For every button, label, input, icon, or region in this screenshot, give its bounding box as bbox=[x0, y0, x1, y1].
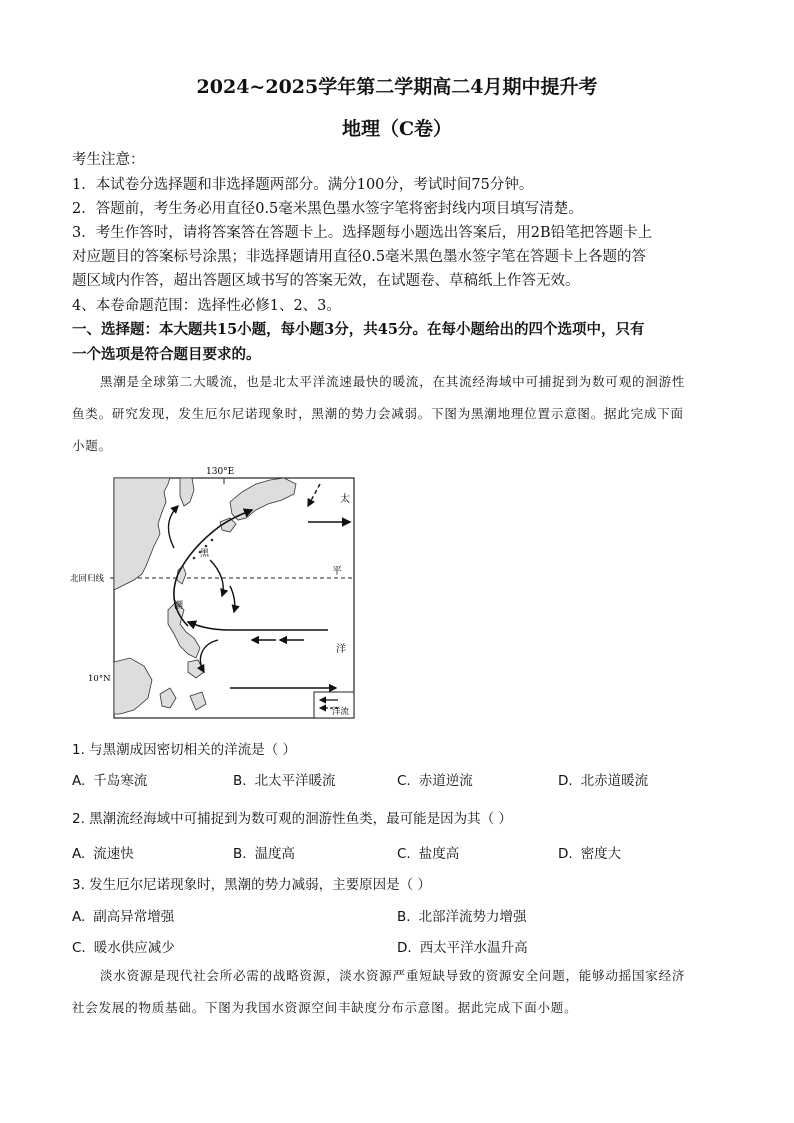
notice-item: 1．本试卷分选择题和非选择题两部分。满分100分，考试时间75分钟。 bbox=[72, 177, 534, 193]
exam-title: 2024~2025学年第二学期高二4月期中提升考 bbox=[196, 76, 598, 98]
legend-label: 洋流 bbox=[332, 707, 350, 717]
option-d[interactable]: D. 北赤道暖流 bbox=[558, 773, 649, 789]
current-char: 黑 bbox=[200, 549, 210, 559]
option-a[interactable]: A. 流速快 bbox=[72, 846, 134, 862]
notice-item: 题区域内作答，超出答题区域书写的答案无效，在试题卷、草稿纸上作答无效。 bbox=[72, 273, 580, 289]
option-b[interactable]: B. 温度高 bbox=[233, 846, 296, 862]
passage-line: 鱼类。研究发现，发生厄尔尼诺现象时，黑潮的势力会减弱。下图为黑潮地理位置示意图。据此完成下面 bbox=[72, 406, 684, 421]
option-d[interactable]: D. 西太平洋水温升高 bbox=[397, 940, 528, 956]
option-b[interactable]: B. 北太平洋暖流 bbox=[233, 773, 336, 789]
section-heading: 一、选择题：本大题共15小题，每小题3分，共45分。在每小题给出的四个选项中，只有 bbox=[72, 321, 645, 338]
option-b[interactable]: B. 北部洋流势力增强 bbox=[397, 909, 527, 925]
kuroshio-map bbox=[70, 462, 370, 724]
option-c[interactable]: C. 赤道逆流 bbox=[397, 773, 473, 789]
ocean-char: 太 bbox=[340, 494, 350, 505]
exam-subtitle: 地理（C卷） bbox=[341, 118, 453, 140]
passage-line: 黑潮是全球第二大暖流，也是北太平洋流速最快的暖流，在其流经海域中可捕捉到为数可观的洄游性 bbox=[100, 374, 686, 389]
passage-line: 社会发展的物质基础。下图为我国水资源空间丰缺度分布示意图。据此完成下面小题。 bbox=[72, 1000, 578, 1015]
option-a[interactable]: A. 千岛寒流 bbox=[72, 773, 148, 789]
tropic-label: 北回归线 bbox=[70, 574, 105, 584]
notice-item: 2．答题前，考生务必用直径0.5毫米黑色墨水签字笔将密封线内项目填写清楚。 bbox=[72, 201, 583, 217]
passage-line: 淡水资源是现代社会所必需的战略资源，淡水资源严重短缺导致的资源安全问题，能够动摇国家经济 bbox=[100, 968, 686, 983]
option-d[interactable]: D. 密度大 bbox=[558, 846, 622, 862]
lat-10n-label: 10°N bbox=[88, 674, 111, 684]
ocean-char: 洋 bbox=[336, 644, 346, 655]
passage-line: 小题。 bbox=[72, 438, 112, 453]
section-heading: 一个选项是符合题目要求的。 bbox=[72, 346, 261, 363]
question-stem: 1. 与黑潮成因密切相关的洋流是（ ） bbox=[72, 742, 296, 758]
option-c[interactable]: C. 盐度高 bbox=[397, 846, 460, 862]
notice-heading: 考生注意： bbox=[72, 152, 145, 168]
question-stem: 2. 黑潮流经海域中可捕捉到为数可观的洄游性鱼类，最可能是因为其（ ） bbox=[72, 811, 512, 827]
ocean-char: 平 bbox=[332, 566, 342, 577]
notice-item: 对应题目的答案标号涂黑；非选择题请用直径0.5毫米黑色墨水签字笔在答题卡上各题的答 bbox=[72, 249, 647, 265]
option-c[interactable]: C. 暖水供应减少 bbox=[72, 940, 175, 956]
longitude-label: 130°E bbox=[206, 467, 235, 477]
option-a[interactable]: A. 副高异常增强 bbox=[72, 909, 175, 925]
notice-item: 3．考生作答时，请将答案答在答题卡上。选择题每小题选出答案后，用2B铅笔把答题卡上 bbox=[72, 225, 653, 241]
question-stem: 3. 发生厄尔尼诺现象时，黑潮的势力减弱，主要原因是（ ） bbox=[72, 877, 431, 893]
current-char: 潮 bbox=[174, 601, 184, 611]
notice-item: 4、本卷命题范围：选择性必修1、2、3。 bbox=[72, 298, 341, 314]
